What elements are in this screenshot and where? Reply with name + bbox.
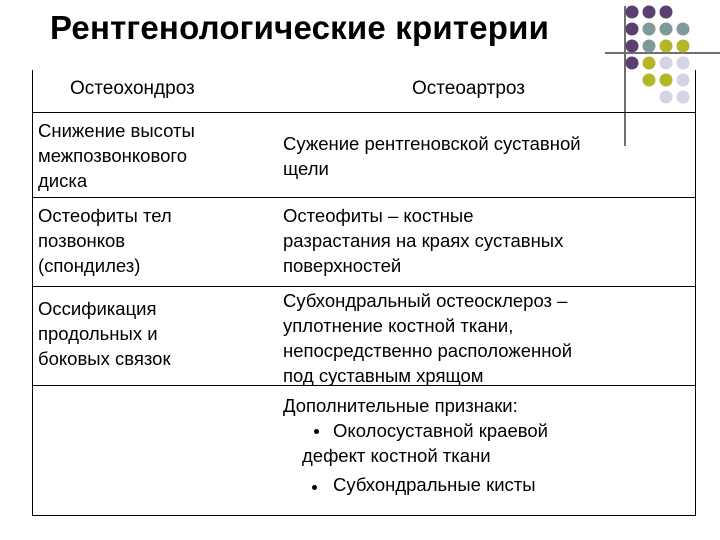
row2-right-line3: поверхностей: [283, 255, 402, 276]
row2-left-line2: позвонков: [38, 230, 126, 251]
row3-left-line2: продольных и: [38, 323, 158, 344]
extra-item2-line1: Субхондральные кисты: [333, 474, 536, 495]
header-divider: [32, 112, 696, 113]
bullet-icon: [312, 485, 317, 490]
extra-signs-heading: Дополнительные признаки:: [283, 395, 518, 416]
row2-right-line2: разрастания на краях суставных: [283, 230, 564, 251]
decorative-dot: [643, 6, 656, 19]
slide-title: Рентгенологические критерии: [50, 9, 550, 46]
decorative-dot: [643, 40, 656, 53]
decorative-dot: [677, 57, 690, 70]
decorative-dot: [626, 6, 639, 19]
row2-left-line1: Остеофиты тел: [38, 205, 172, 226]
row3-left-line1: Оссификация: [38, 298, 157, 319]
row1-left-line2: межпозвонкового: [38, 145, 188, 166]
row1-right-line1: Сужение рентгеновской суставной: [283, 133, 581, 154]
bullet-icon: [314, 429, 319, 434]
decorative-dot: [626, 40, 639, 53]
decorative-dot: [677, 40, 690, 53]
decorative-dot: [643, 57, 656, 70]
row-divider-2: [32, 286, 696, 287]
decorative-dot: [660, 57, 673, 70]
row1-left-line3: диска: [38, 170, 88, 191]
column-header-osteochondrosis: Остеохондроз: [70, 78, 195, 99]
decorative-dot: [677, 23, 690, 36]
decorative-dot: [660, 6, 673, 19]
extra-item1-line1: Околосуставной краевой: [333, 420, 548, 441]
decorative-dot: [643, 23, 656, 36]
decorative-dot: [626, 57, 639, 70]
extra-item1-line2: дефект костной ткани: [302, 445, 491, 466]
decorative-dot: [660, 23, 673, 36]
row1-right-line2: щели: [283, 158, 329, 179]
row3-right-line2: уплотнение костной ткани,: [283, 315, 514, 336]
row3-right-line1: Субхондральный остеосклероз –: [283, 290, 568, 311]
row3-right-line3: непосредственно расположенной: [283, 340, 573, 361]
row2-left-line3: (спондилез): [38, 255, 141, 276]
row3-left-line3: боковых связок: [38, 348, 171, 369]
column-header-osteoarthrosis: Остеоартроз: [412, 78, 525, 99]
row2-right-line1: Остеофиты – костные: [283, 205, 474, 226]
decorative-dot: [626, 23, 639, 36]
decorative-dot: [660, 40, 673, 53]
row1-left-line1: Снижение высоты: [38, 120, 195, 141]
row3-right-line4: под суставным хрящом: [283, 365, 484, 386]
row-divider-1: [32, 197, 696, 198]
